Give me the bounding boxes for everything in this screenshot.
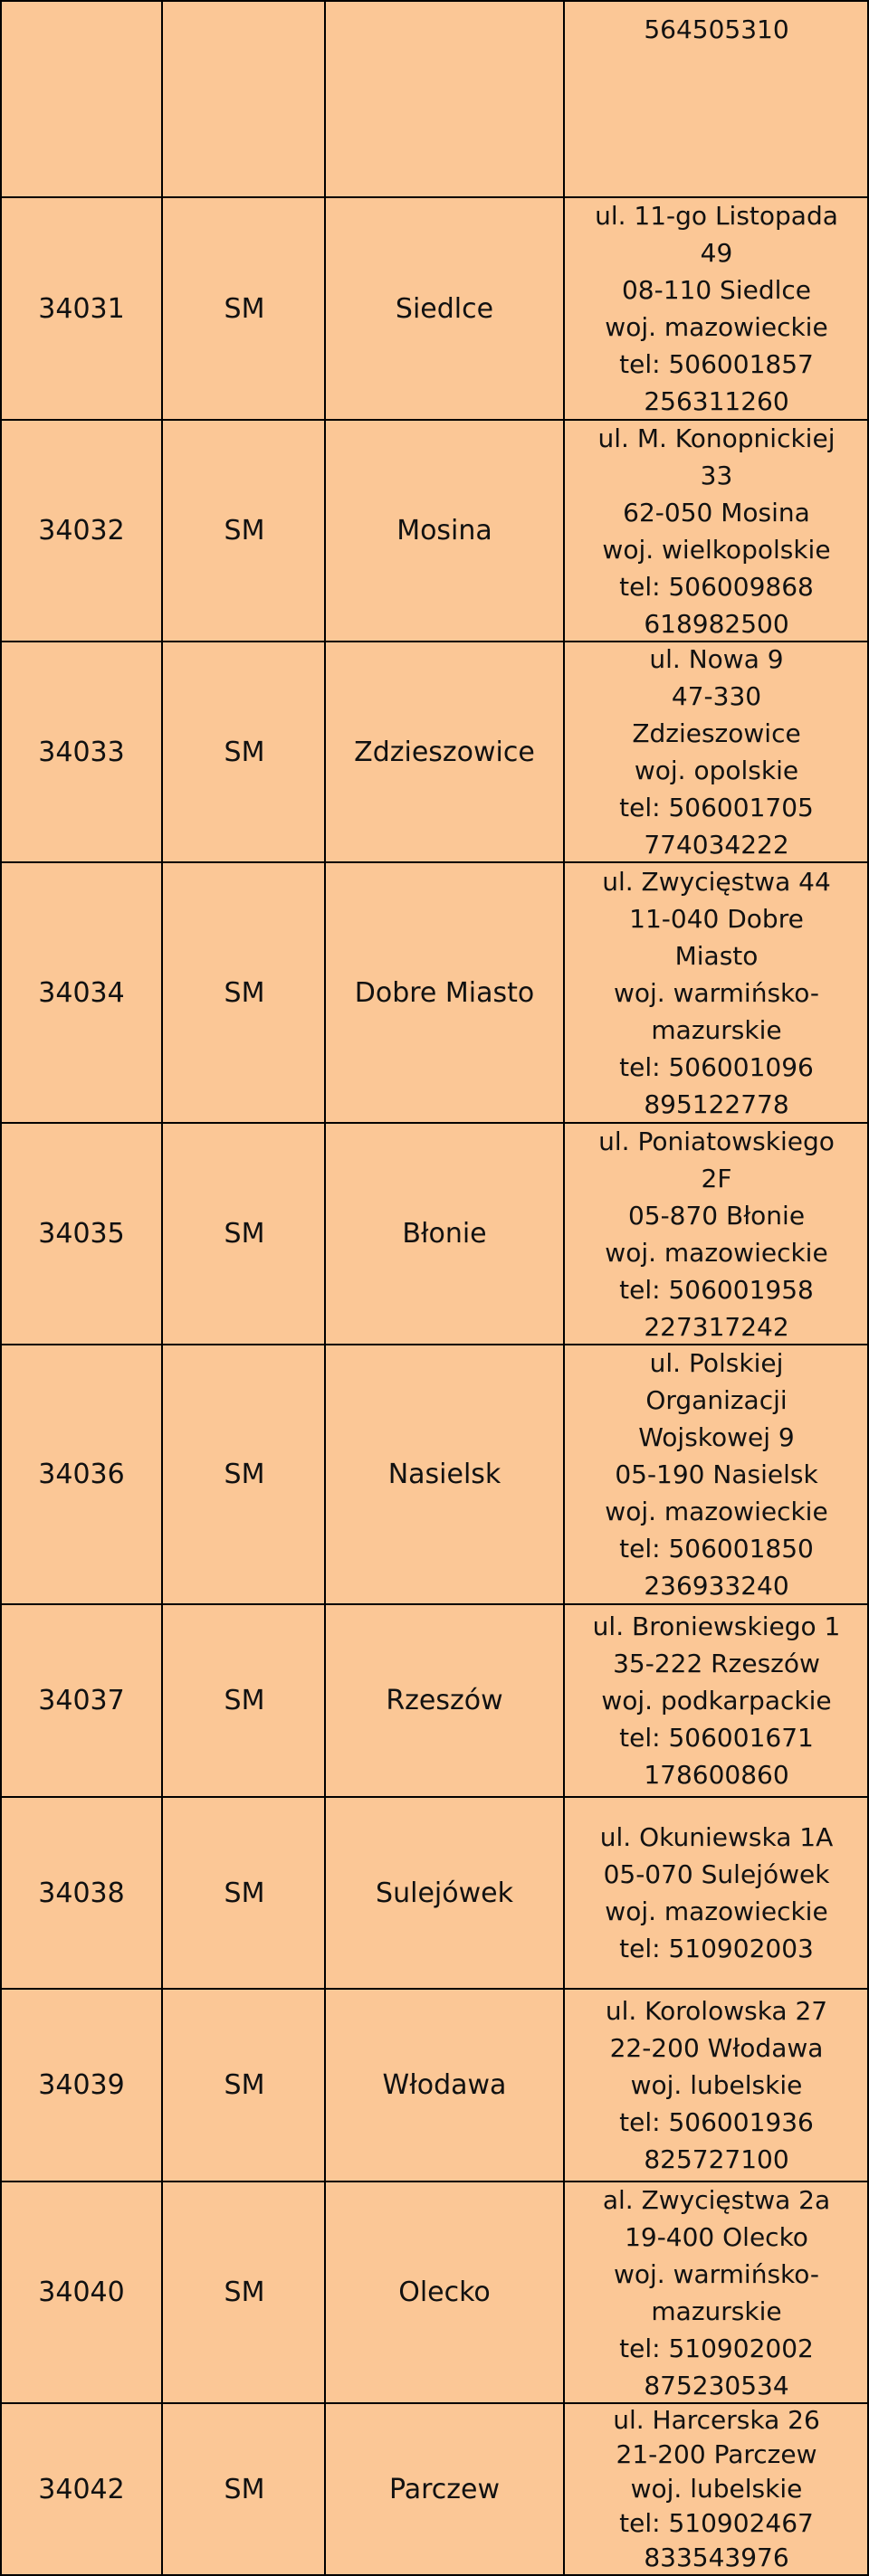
address-line: woj. opolskie <box>634 756 799 785</box>
store-id: 34036 <box>38 1459 125 1490</box>
address-line: ul. Polskiej <box>649 1348 784 1378</box>
address-line: woj. lubelskie <box>630 2070 803 2100</box>
store-type: SM <box>224 736 265 768</box>
store-city: Siedlce <box>395 292 494 325</box>
address-line: al. Zwycięstwa 2a <box>602 2184 831 2215</box>
address-line: tel: 506001671 <box>619 1723 814 1753</box>
address-line: ul. Nowa 9 <box>649 644 784 674</box>
address-line: 19-400 Olecko <box>625 2221 808 2252</box>
store-id: 34033 <box>38 736 125 768</box>
address-line: 774034222 <box>644 830 789 860</box>
address-line: 236933240 <box>644 1571 789 1601</box>
store-id: 34040 <box>38 2277 125 2308</box>
store-id: 34039 <box>38 2069 125 2101</box>
address-line: 05-190 Nasielsk <box>615 1459 818 1489</box>
address-line: 2F <box>701 1163 732 1193</box>
address-line: tel: 506001850 <box>619 1534 814 1564</box>
address-line: tel: 506001958 <box>619 1274 814 1305</box>
address-line: ul. Okuniewska 1A <box>599 1822 834 1852</box>
address-line: woj. mazowieckie <box>605 312 828 342</box>
address-line: mazurskie <box>651 1014 782 1045</box>
address-line: 833543976 <box>644 2543 789 2572</box>
store-address <box>564 863 869 1122</box>
address-line: ul. M. Konopnickiej <box>597 423 836 453</box>
address-line: 62-050 Mosina <box>623 497 810 528</box>
store-type: SM <box>224 2473 265 2505</box>
address-line: tel: 506001936 <box>619 2107 814 2137</box>
store-city: Nasielsk <box>387 1459 501 1490</box>
store-city: Mosina <box>396 515 492 547</box>
address-line: tel: 506009868 <box>619 571 814 602</box>
address-line: ul. Poniatowskiego <box>598 1126 835 1156</box>
store-city: Olecko <box>398 2277 491 2308</box>
store-type: SM <box>224 292 265 325</box>
address-line: 227317242 <box>644 1311 789 1342</box>
store-address <box>564 642 869 861</box>
address-line: 21-200 Parczew <box>616 2439 817 2469</box>
address-line: 618982500 <box>644 608 789 639</box>
address-line: tel: 506001705 <box>619 793 814 822</box>
address-line: 825727100 <box>644 2144 789 2174</box>
store-address <box>564 1798 869 1988</box>
store-address <box>564 1124 869 1344</box>
address-line: woj. warmińsko- <box>613 2258 820 2289</box>
store-city: Sulejówek <box>376 1877 513 1909</box>
address-line: 875230534 <box>644 2370 789 2400</box>
store-id: 34037 <box>38 1685 125 1716</box>
store-address <box>564 1345 869 1603</box>
address-line: ul. 11-go Listopada <box>595 201 838 231</box>
store-address <box>564 198 869 419</box>
address-line: 05-870 Błonie <box>627 1200 806 1231</box>
address-line: 49 <box>700 238 733 268</box>
address-line: woj. wielkopolskie <box>602 534 831 565</box>
address-line: Miasto <box>674 940 759 971</box>
address-line: tel: 506001857 <box>619 349 814 379</box>
address-line: woj. mazowieckie <box>605 1896 828 1926</box>
address-line: 33 <box>700 460 733 490</box>
address-line: tel: 510902003 <box>619 1934 814 1963</box>
store-city: Włodawa <box>382 2069 507 2101</box>
address-line: ul. Harcerska 26 <box>613 2405 820 2435</box>
address-line: Organizacji <box>645 1385 788 1415</box>
store-city: Parczew <box>388 2473 501 2505</box>
store-id: 34038 <box>38 1877 125 1909</box>
store-type: SM <box>224 1685 265 1716</box>
store-address <box>564 2404 869 2574</box>
store-id: 34031 <box>38 292 125 325</box>
store-city: Zdzieszowice <box>354 736 535 768</box>
address-line: tel: 506001096 <box>619 1051 814 1082</box>
address-line: 895122778 <box>644 1088 789 1119</box>
store-address <box>564 421 869 641</box>
store-city: Dobre Miasto <box>354 976 535 1009</box>
address-line: 11-040 Dobre <box>629 903 804 934</box>
address-line: ul. Zwycięstwa 44 <box>602 866 831 897</box>
address-line: tel: 510902467 <box>619 2508 814 2538</box>
store-address <box>564 1605 869 1796</box>
store-type: SM <box>224 1218 265 1250</box>
store-type: SM <box>224 1459 265 1490</box>
address-line: Wojskowej 9 <box>638 1422 795 1452</box>
store-id: 34034 <box>38 976 125 1009</box>
store-type: SM <box>224 2069 265 2101</box>
address-line: 08-110 Siedlce <box>621 275 812 305</box>
address-line: 35-222 Rzeszów <box>613 1649 820 1678</box>
address-line: ul. Broniewskiego 1 <box>592 1611 841 1641</box>
address-line: woj. mazowieckie <box>605 1237 828 1268</box>
address-line: 05-070 Sulejówek <box>603 1859 830 1889</box>
address-line: woj. podkarpackie <box>601 1686 832 1716</box>
store-id: 34035 <box>38 1218 125 1250</box>
address-line: woj. warmińsko- <box>613 977 820 1008</box>
address-line: ul. Korolowska 27 <box>605 1996 828 2026</box>
address-line: 47-330 <box>671 681 762 711</box>
table-row-fragment <box>564 0 869 58</box>
store-type: SM <box>224 1877 265 1909</box>
store-address <box>564 1990 869 2181</box>
address-line: 178600860 <box>644 1760 789 1790</box>
address-line: tel: 510902002 <box>619 2333 814 2363</box>
store-address <box>564 2182 869 2402</box>
store-type: SM <box>224 515 265 547</box>
phone-number: 564505310 <box>644 14 789 44</box>
address-line: 22-200 Włodawa <box>609 2033 824 2063</box>
store-type: SM <box>224 976 265 1009</box>
address-line: Zdzieszowice <box>632 718 801 748</box>
address-line: mazurskie <box>651 2296 782 2326</box>
store-type: SM <box>224 2277 265 2308</box>
store-id: 34032 <box>38 515 125 547</box>
address-line: woj. mazowieckie <box>605 1497 828 1526</box>
store-city: Błonie <box>402 1218 487 1250</box>
store-city: Rzeszów <box>386 1685 503 1716</box>
store-id: 34042 <box>38 2473 125 2505</box>
address-line: 256311260 <box>644 386 789 416</box>
address-line: woj. lubelskie <box>630 2474 803 2504</box>
